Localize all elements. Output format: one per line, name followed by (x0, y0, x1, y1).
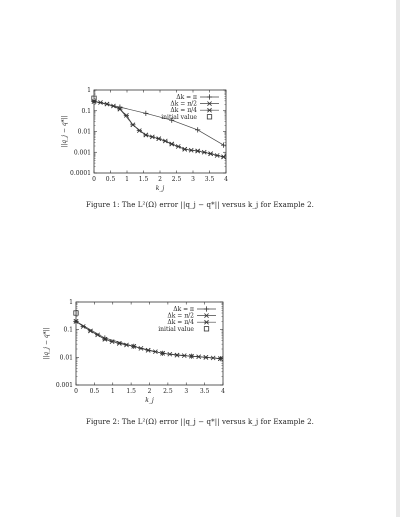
fig1-series-1-point (221, 143, 226, 148)
figure-2 (0, 292, 400, 417)
figure-1-plot (0, 78, 400, 198)
fig2-x-tick-label: 1.5 (126, 388, 136, 395)
fig1-series-3-line (94, 102, 224, 157)
fig2-series-3-point (95, 333, 100, 337)
fig1-series-3-point (169, 142, 174, 146)
fig2-y-tick-label: 0.1 (63, 326, 73, 334)
fig2-series-3-point (211, 356, 216, 360)
fig1-y-tick-label: 0.01 (77, 128, 91, 136)
fig2-x-tick-label: 0.5 (89, 388, 100, 395)
fig1-x-tick-label: 3.5 (204, 176, 215, 183)
fig1-series-3-point (104, 102, 109, 106)
fig1-series-3-point (176, 144, 181, 148)
fig2-x-tick-label: 2.5 (163, 388, 173, 395)
fig2-plot-frame (76, 302, 223, 385)
fig1-legend-label: initial value (161, 113, 197, 121)
fig2-series-3-point (167, 352, 172, 356)
fig2-x-tick-label: 1 (110, 388, 115, 395)
fig1-series-1-point (143, 111, 148, 116)
fig2-series-3-point (81, 324, 86, 328)
fig1-y-tick-label: 0.0001 (70, 170, 91, 177)
fig1-series-3-point (215, 153, 220, 157)
fig1-series-3-point (130, 123, 135, 127)
fig1-series-3-point (189, 148, 194, 152)
fig1-legend-label: Δk = π (176, 94, 197, 101)
fig2-series-3-point (196, 355, 201, 359)
fig1-x-axis-label: k_j (155, 185, 165, 192)
fig1-legend-marker (207, 94, 212, 99)
fig1-plot-frame (94, 90, 226, 173)
fig1-x-tick-label: 2 (158, 176, 162, 183)
fig1-x-tick-label: 0.5 (105, 176, 116, 183)
fig1-x-tick-label: 2.5 (171, 176, 182, 183)
fig2-x-axis-label: k_j (145, 397, 154, 404)
figure-2-caption: Figure 2: The L²(Ω) error ||q_j − q*|| versus k_j for Example 2. (86, 418, 314, 426)
fig2-series-3-point (182, 354, 187, 358)
fig2-series-3-point (138, 346, 143, 350)
figure-1 (0, 78, 400, 198)
fig2-x-tick-label: 4 (221, 388, 225, 395)
fig2-y-tick-label: 0.001 (55, 382, 73, 389)
fig2-series-2 (74, 319, 222, 360)
fig1-y-axis-label: ||q_j − q*|| (61, 115, 68, 148)
fig2-series-3-point (174, 353, 179, 357)
fig1-series-3-point (195, 149, 200, 153)
fig2-x-tick-label: 0 (74, 388, 78, 395)
fig1-series-3-point (182, 147, 187, 151)
fig1-x-tick-label: 1.5 (138, 176, 149, 183)
fig2-x-tick-label: 3.5 (199, 388, 210, 395)
fig1-legend-label: Δk = π/4 (170, 107, 197, 115)
fig2-legend-label: Δk = π (173, 306, 194, 313)
fig1-legend-label: Δk = π/2 (170, 100, 197, 108)
fig1-series-3-point (163, 139, 168, 143)
fig1-x-tick-label: 1 (125, 176, 129, 183)
fig1-series-3-point (143, 133, 148, 137)
fig2-series-3-point (153, 350, 158, 354)
fig1-series-3-point (111, 104, 116, 108)
fig2-x-tick-label: 2 (147, 388, 152, 395)
fig1-y-tick-label: 0.001 (73, 149, 91, 157)
fig2-y-tick-label: 1 (69, 299, 73, 306)
fig1-series-3-point (202, 150, 207, 154)
fig1-y-tick-label: 0.1 (81, 107, 91, 115)
fig2-x-tick-label: 3 (184, 388, 189, 395)
fig2-series-3-point (203, 355, 208, 359)
fig2-y-axis-label: ||q_j − q*|| (43, 327, 50, 360)
fig1-series-3 (91, 99, 226, 159)
fig2-y-tick-label: 0.01 (59, 354, 73, 362)
fig2-series-3-point (146, 348, 151, 352)
fig2-series-3 (73, 319, 223, 360)
fig1-series-3-point (98, 100, 103, 104)
figure-2-plot (0, 292, 400, 417)
fig2-series-1-line (76, 321, 220, 358)
fig1-series-3-point (137, 129, 142, 133)
fig1-x-tick-label: 3 (191, 176, 195, 183)
fig1-x-tick-label: 4 (224, 176, 228, 183)
fig1-legend-marker (207, 108, 212, 112)
fig2-legend-marker (204, 306, 209, 311)
fig2-series-2-line (76, 321, 220, 358)
fig1-series-3-point (208, 152, 213, 156)
fig1-series-1-point (195, 127, 200, 132)
fig1-series-3-point (150, 135, 155, 139)
fig1-x-tick-label: 0 (92, 176, 96, 183)
figure-1-caption: Figure 1: The L²(Ω) error ||q_j − q*|| versus k_j for Example 2. (86, 201, 314, 209)
fig2-legend-marker (204, 320, 209, 324)
fig2-legend-label: initial value (158, 325, 194, 333)
fig1-series-2 (92, 99, 226, 159)
fig2-series-3-point (124, 343, 129, 347)
fig1-legend-marker (207, 115, 211, 119)
fig1-series-3-point (156, 137, 161, 141)
fig1-y-tick-label: 1 (87, 87, 91, 94)
fig2-legend-label: Δk = π/4 (167, 319, 194, 327)
fig2-legend-label: Δk = π/2 (167, 312, 194, 320)
fig2-legend-marker (204, 327, 208, 331)
fig1-series-2-line (94, 102, 224, 157)
fig1-series-3-point (221, 155, 226, 159)
fig2-series-3-line (76, 321, 220, 358)
